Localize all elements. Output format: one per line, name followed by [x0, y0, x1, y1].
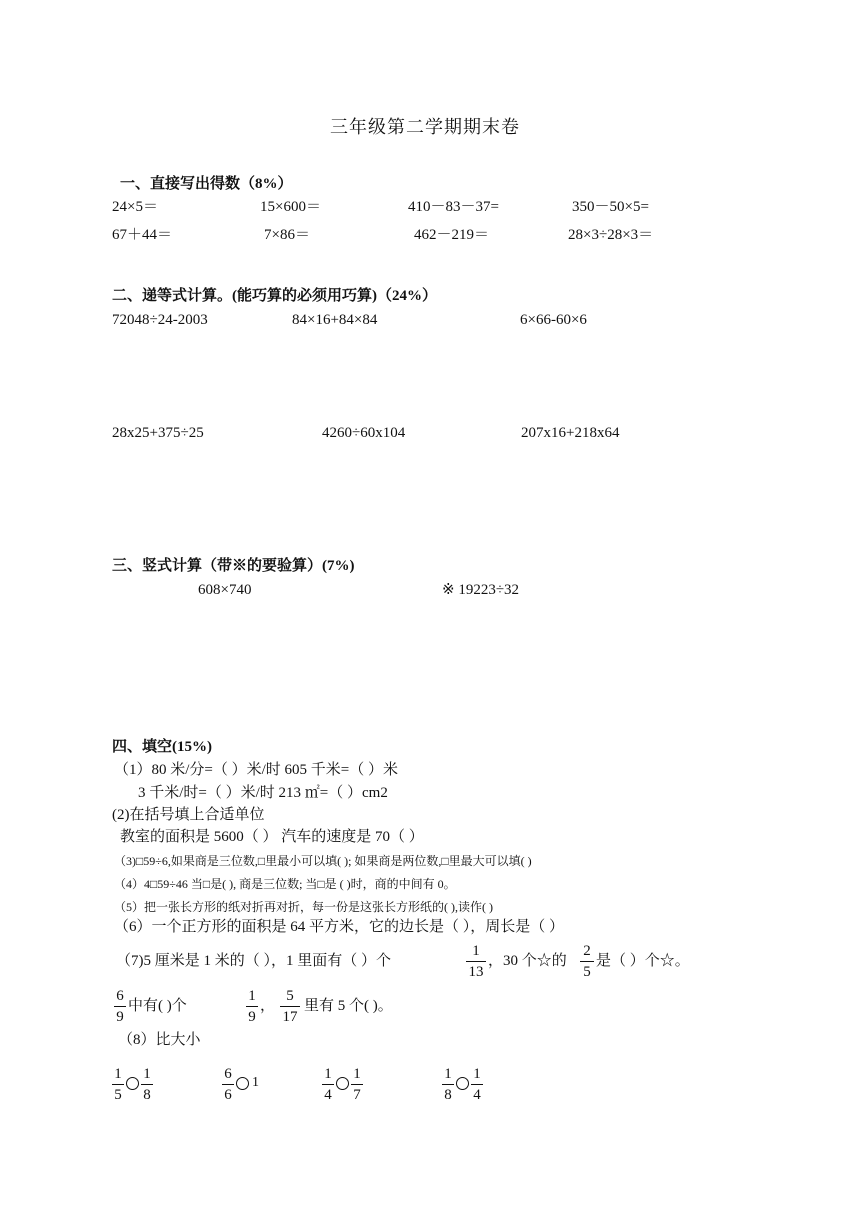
fraction-bar	[246, 1006, 258, 1007]
denominator: 4	[473, 1087, 481, 1103]
fraction-bar	[442, 1084, 454, 1085]
denominator: 5	[114, 1087, 122, 1103]
section1-heading: 一、直接写出得数（8%）	[120, 176, 293, 192]
q7b-part2: ，	[260, 998, 276, 1014]
compare2-right-number: 1	[252, 1075, 259, 1090]
denominator: 13	[468, 964, 484, 980]
fraction-bar	[466, 961, 486, 962]
s1-r1-c4: 350－50×5=	[572, 199, 649, 215]
denominator: 8	[444, 1087, 452, 1103]
q7b-fraction-6-9	[114, 987, 126, 1026]
fraction-bar	[471, 1084, 483, 1085]
q7-fraction-2-5	[580, 942, 594, 981]
numerator: 5	[286, 988, 294, 1004]
s2-r1-c1: 72048÷24-2003	[112, 312, 208, 328]
compare4-circle-blank[interactable]	[456, 1074, 469, 1092]
s2-r1-c2: 84×16+84×84	[292, 312, 378, 328]
numerator: 1	[143, 1066, 151, 1082]
denominator: 9	[248, 1009, 256, 1025]
denominator: 5	[583, 964, 591, 980]
q7-fraction-1-13	[466, 942, 486, 981]
s2-r2-c2: 4260÷60x104	[322, 425, 406, 441]
fraction-bar	[114, 1006, 126, 1007]
s1-r2-c2: 7×86＝	[264, 227, 310, 243]
compare2-circle-blank[interactable]	[236, 1074, 249, 1092]
compare3-right-fraction	[351, 1065, 363, 1104]
q7-part1: （7)5 厘米是 1 米的（ ），1 里面有（ ）个	[116, 953, 391, 969]
denominator: 9	[116, 1009, 124, 1025]
fraction-bar	[351, 1084, 363, 1085]
fraction-bar	[280, 1006, 300, 1007]
section3-heading: 三、竖式计算（带※的要验算）(7%)	[112, 558, 355, 574]
compare4-right-fraction	[471, 1065, 483, 1104]
fraction-bar	[322, 1084, 334, 1085]
numerator: 1	[473, 1066, 481, 1082]
numerator: 1	[472, 943, 480, 959]
s2-r2-c1: 28x25+375÷25	[112, 425, 204, 441]
s3-item2: ※ 19223÷32	[442, 582, 520, 598]
numerator: 1	[324, 1066, 332, 1082]
denominator: 6	[224, 1087, 232, 1103]
q7-part2: ，30 个☆的	[488, 953, 567, 969]
s1-r1-c3: 410－83－37=	[408, 199, 499, 215]
denominator: 17	[282, 1009, 298, 1025]
s1-r1-c2: 15×600＝	[260, 199, 321, 215]
s2-r2-c3: 207x16+218x64	[521, 425, 620, 441]
compare3-circle-blank[interactable]	[336, 1074, 349, 1092]
compare1-left-fraction	[112, 1065, 124, 1104]
q2a: 教室的面积是 5600（ ） 汽车的速度是 70（ ）	[120, 829, 424, 845]
numerator: 6	[224, 1066, 232, 1082]
s3-item1: 608×740	[198, 582, 252, 598]
q7b-part1: 中有( )个	[128, 998, 187, 1014]
q1a: （1）80 米/分=（ ）米/时 605 千米=（ ）米	[114, 762, 399, 778]
q8: （8）比大小	[118, 1032, 201, 1048]
s1-r2-c3: 462－219＝	[414, 227, 490, 243]
q7b-fraction-5-17	[280, 987, 300, 1026]
compare1-right-fraction	[141, 1065, 153, 1104]
denominator: 4	[324, 1087, 332, 1103]
fraction-bar	[141, 1084, 153, 1085]
numerator: 1	[353, 1066, 361, 1082]
q2: (2)在括号填上合适单位	[112, 807, 265, 823]
s1-r2-c1: 67＋44＝	[112, 227, 173, 243]
compare1-circle-blank[interactable]	[126, 1074, 139, 1092]
q7-part3: 是（ ）个☆。	[596, 953, 690, 969]
page-title: 三年级第二学期期末卷	[330, 117, 520, 137]
q7b-fraction-1-9	[246, 987, 258, 1026]
fraction-bar	[112, 1084, 124, 1085]
section4-heading: 四、填空(15%)	[112, 739, 212, 755]
numerator: 1	[248, 988, 256, 1004]
q7b-part3: 里有 5 个( )。	[304, 998, 393, 1014]
denominator: 7	[353, 1087, 361, 1103]
compare3-left-fraction	[322, 1065, 334, 1104]
fraction-bar	[222, 1084, 234, 1085]
s2-r1-c3: 6×66-60×6	[520, 312, 587, 328]
denominator: 8	[143, 1087, 151, 1103]
numerator: 6	[116, 988, 124, 1004]
q1b: 3 千米/时=（ ）米/时 213 ㎡=（ ）cm2	[138, 785, 388, 801]
compare2-left-fraction	[222, 1065, 234, 1104]
q4: （4）4□59÷46 当□是( ), 商是三位数; 当□是 ( )时，商的中间有 0。	[114, 877, 456, 891]
q5: （5）把一张长方形的纸对折再对折，每一份是这张长方形纸的( ),读作( )	[114, 900, 493, 914]
s1-r2-c4: 28×3÷28×3＝	[568, 227, 654, 243]
numerator: 2	[583, 943, 591, 959]
s1-r1-c1: 24×5＝	[112, 199, 158, 215]
section2-heading: 二、递等式计算。(能巧算的必须用巧算)（24%）	[112, 288, 437, 304]
q6: （6）一个正方形的面积是 64 平方米，它的边长是（ ），周长是（ ）	[114, 919, 565, 935]
numerator: 1	[444, 1066, 452, 1082]
compare4-left-fraction	[442, 1065, 454, 1104]
fraction-bar	[580, 961, 594, 962]
numerator: 1	[114, 1066, 122, 1082]
q3: （3)□59÷6,如果商是三位数,□里最小可以填( ); 如果商是两位数,□里最大可以填( )	[114, 854, 532, 868]
